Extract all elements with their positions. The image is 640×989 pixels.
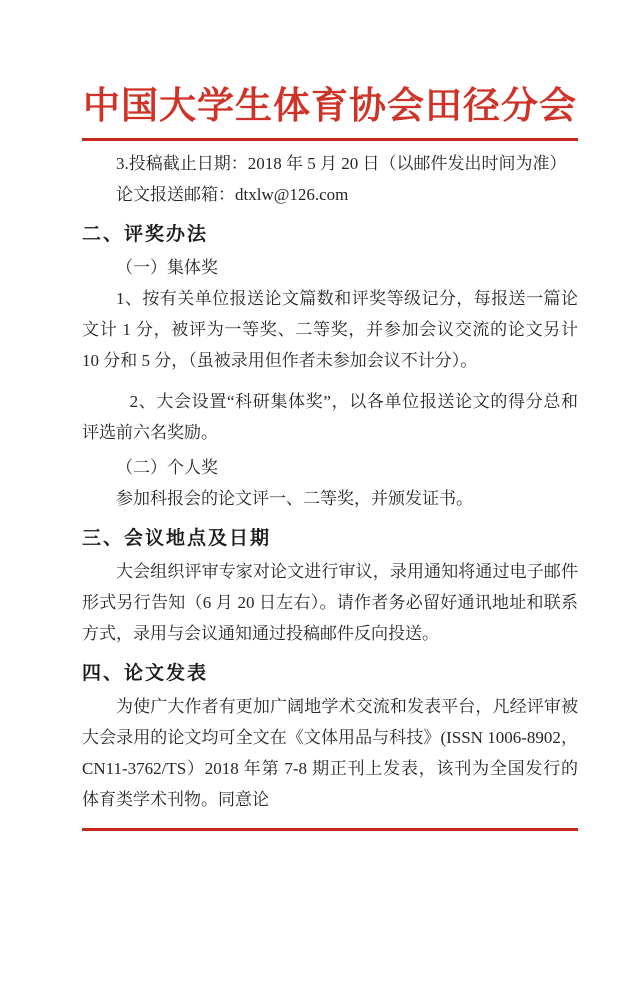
intro-deadline-line: 3.投稿截止日期：2018 年 5 月 20 日（以邮件发出时间为准） [116, 154, 567, 173]
section-heading-venue-date: 三、会议地点及日期 [82, 528, 272, 549]
header-divider-line [82, 138, 578, 141]
paragraph-review-notification: 大会组织评审专家对论文进行审议，录用通知将通过电子邮件形式另行告知（6 月 20 日左右）。请作者务必留好通讯地址和联系方式，录用与会议通知通过投稿邮件反向投送。 [82, 562, 578, 643]
footer-divider-line [82, 828, 578, 831]
paragraph-scoring-rule: 1、按有关单位报送论文篇数和评奖等级记分，每报送一篇论文计 1 分，被评为一等奖、二等奖，并参加会议交流的论文另计 10 分和 5 分，（虽被录用但作者未参加会议不计分）。 [82, 289, 578, 370]
paragraph-publication-detail: 为使广大作者有更加广阔地学术交流和发表平台，凡经评审被大会录用的论文均可全文在《文体用品与科技》(ISSN 1006-8902，CN11-3762/TS）2018 年第 7-8 期正刊上发表，该刊为全国发行的体育类学术刊物。同意论 [82, 697, 578, 809]
section-heading-publication: 四、论文发表 [82, 663, 209, 684]
document-page [0, 84, 640, 831]
intro-email-line: 论文报送邮箱：dtxlw@126.com [116, 185, 349, 204]
document-title: 中国大学生体育协会田径分会 [83, 86, 577, 127]
section-heading-award-rules: 二、评奖办法 [82, 224, 209, 245]
paragraph-collective-award-label: （一）集体奖 [116, 258, 218, 277]
paragraph-individual-award-label: （二）个人奖 [116, 458, 218, 477]
paragraph-individual-award-detail: 参加科报会的论文评一、二等奖，并颁发证书。 [116, 489, 473, 508]
paragraph-research-collective-award: 2、大会设置“科研集体奖”，以各单位报送论文的得分总和评选前六名奖励。 [82, 392, 578, 442]
